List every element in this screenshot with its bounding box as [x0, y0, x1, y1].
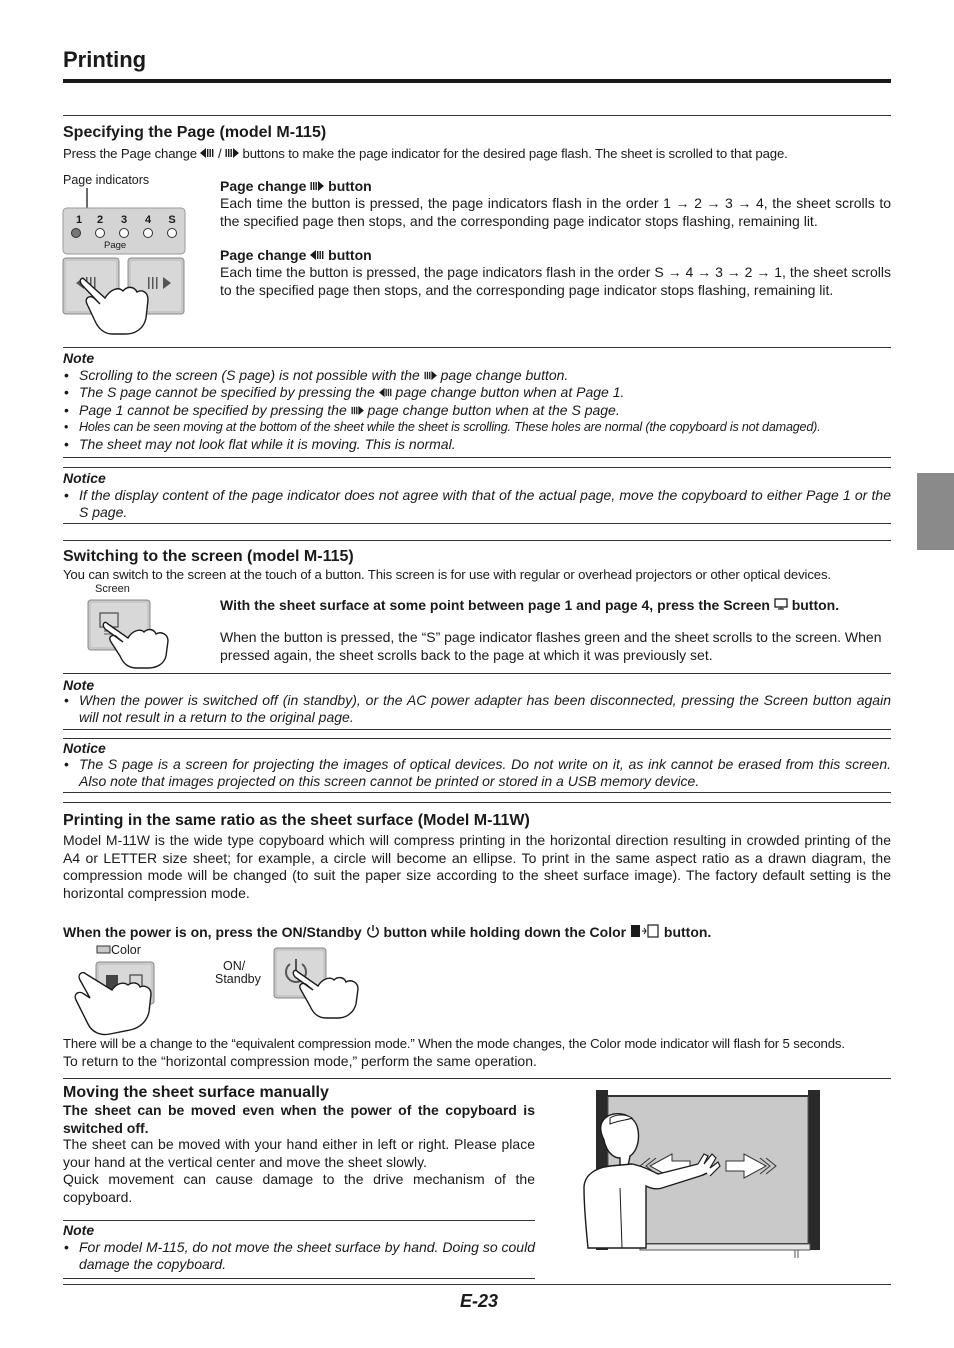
page-indicator-figure	[60, 188, 200, 338]
moving-sheet-para1: The sheet can be moved with your hand either in left or right. Please place your hand at the vertical center and move the sheet slowly.	[63, 1136, 535, 1170]
screen-instruction: With the sheet surface at some point between page 1 and page 4, press the Screen button.	[220, 597, 840, 613]
on-standby-button-figure	[272, 946, 372, 1021]
divider	[63, 1220, 535, 1221]
list-item: • The S page is a screen for projecting the images of optical devices. Do not write on it, as ink cannot be erased from this screen. Also note that images projected on this screen cannot be printed or stored in a USB memory device.	[63, 756, 891, 791]
divider	[63, 457, 891, 458]
screen-button-figure	[86, 598, 186, 668]
color-mode-icon	[630, 924, 660, 938]
page-forward-icon	[310, 180, 324, 192]
divider	[63, 115, 891, 116]
list-item: • For model M-115, do not move the sheet surface by hand. Doing so could damage the copyboard.	[63, 1239, 535, 1274]
color-button-figure	[66, 958, 176, 1040]
divider	[63, 1278, 535, 1279]
page-back-description: Each time the button is pressed, the page indicators flash in the order S → 4 → 3 → 2 → 1, the sheet scrolls to the specified page then stops, and the corresponding page indicator stops flashing, remaining lit.	[220, 264, 891, 298]
divider	[63, 792, 891, 793]
moving-sheet-bold: The sheet can be moved even when the power of the copyboard is switched off.	[63, 1102, 535, 1136]
section-heading-specifying-page: Specifying the Page (model M-115)	[63, 124, 327, 141]
title-rule	[63, 79, 891, 83]
note2-list	[63, 692, 891, 727]
page-back-icon	[310, 249, 324, 261]
on-standby-label-line1: ON/	[223, 959, 246, 973]
moving-sheet-para2: Quick movement can cause damage to the drive mechanism of the copyboard.	[63, 1171, 535, 1205]
notice-heading: Notice	[63, 470, 106, 486]
note3-list	[63, 1239, 535, 1274]
indicator-label-4: 4	[144, 214, 152, 226]
list-item: • If the display content of the page indicator does not agree with that of the actual page, move the copyboard to either Page 1 or the S page.	[63, 487, 891, 522]
notice-heading: Notice	[63, 740, 106, 756]
notice1-list	[63, 487, 891, 522]
divider	[63, 347, 891, 348]
page-back-title: Page change button	[220, 247, 372, 263]
list-item: • Holes can be seen moving at the bottom of the sheet while the sheet is scrolling. These holes are normal (the copyboard is not damaged).	[63, 419, 891, 436]
intro-separator: /	[217, 146, 222, 161]
note1-list	[63, 367, 891, 453]
page-forward-icon	[351, 405, 364, 416]
side-tab-marker	[917, 473, 954, 550]
list-item: • Page 1 cannot be specified by pressing the page change button when at the S page.	[63, 402, 891, 419]
screen-icon	[774, 598, 788, 611]
divider	[63, 673, 891, 674]
note-heading: Note	[63, 677, 95, 693]
screen-description: When the button is pressed, the “S” page indicator flashes green and the sheet scrolls to the screen. When pressed again, the sheet scrolls back to the page at which it was previously set.	[220, 629, 882, 663]
divider	[63, 729, 891, 730]
same-ratio-result: There will be a change to the “equivalent compression mode.” When the mode changes, the Color mode indicator will flash for 5 seconds.	[63, 1036, 845, 1051]
intro-text-pre: Press the Page change	[63, 146, 197, 161]
page-number: E-23	[460, 1291, 499, 1311]
footer-rule	[63, 1284, 891, 1285]
list-item: • The sheet may not look flat while it is moving. This is normal.	[63, 436, 891, 453]
page-forward-title: Page change button	[220, 178, 372, 194]
same-ratio-instruction: When the power is on, press the ON/Standby button while holding down the Color button.	[63, 924, 712, 940]
section2-intro: You can switch to the screen at the touch of a button. This screen is for use with regular or overhead projectors or other optical devices.	[63, 567, 831, 582]
section-heading-moving-sheet: Moving the sheet surface manually	[63, 1084, 329, 1101]
list-item: • The S page cannot be specified by pressing the page change button when at Page 1.	[63, 384, 891, 401]
indicator-label-s: S	[168, 214, 176, 226]
note-heading: Note	[63, 1222, 95, 1238]
indicator-label-1: 1	[75, 214, 83, 226]
page-back-icon	[200, 147, 214, 159]
power-icon	[366, 924, 380, 938]
section1-intro	[63, 145, 891, 163]
divider	[63, 540, 891, 541]
divider	[63, 523, 891, 524]
on-standby-label-line2: Standby	[215, 972, 261, 986]
indicator-label-3: 3	[120, 214, 128, 226]
page-forward-icon	[424, 370, 437, 381]
page-forward-icon	[225, 147, 239, 159]
indicator-label-2: 2	[96, 214, 104, 226]
same-ratio-body: Model M-11W is the wide type copyboard which will compress printing in the horizontal direction resulting in crowded printing of the A4 or LETTER size sheet; for example, a circle will become an ellipse. To print in the same aspect ratio as a drawn diagram, the compression mode will be changed (to suit the paper size according to the sheet surface image). The factory default setting is the horizontal compression mode.	[63, 832, 891, 901]
section-heading-same-ratio: Printing in the same ratio as the sheet surface (Model M-11W)	[63, 812, 530, 829]
section-heading-switching-screen: Switching to the screen (model M-115)	[63, 548, 354, 565]
page-title: Printing	[63, 47, 147, 72]
page-back-icon	[379, 387, 392, 398]
divider	[63, 1078, 891, 1079]
list-item: • When the power is switched off (in standby), or the AC power adapter has been disconnected, pressing the Screen button again will not result in a return to the original page.	[63, 692, 891, 727]
intro-text-post: buttons to make the page indicator for the desired page flash. The sheet is scrolled to that page.	[242, 146, 788, 161]
page-indicators-label: Page indicators	[63, 173, 150, 187]
copyboard-illustration	[580, 1088, 822, 1260]
list-item: • Scrolling to the screen (S page) is not possible with the page change button.	[63, 367, 891, 384]
divider	[63, 802, 891, 803]
screen-button-label: Screen	[95, 583, 130, 595]
indicator-caption: Page	[104, 240, 127, 251]
note-heading: Note	[63, 350, 95, 366]
same-ratio-return: To return to the “horizontal compression mode,” perform the same operation.	[63, 1053, 537, 1069]
divider	[63, 738, 891, 739]
divider	[63, 467, 891, 468]
color-button-label: Color	[111, 943, 141, 957]
page-forward-description: Each time the button is pressed, the page indicators flash in the order 1 → 2 → 3 → 4, the sheet scrolls to the specified page then stops, and the corresponding page indicator stops flashing, remaining lit.	[220, 195, 891, 229]
notice2-list	[63, 756, 891, 791]
